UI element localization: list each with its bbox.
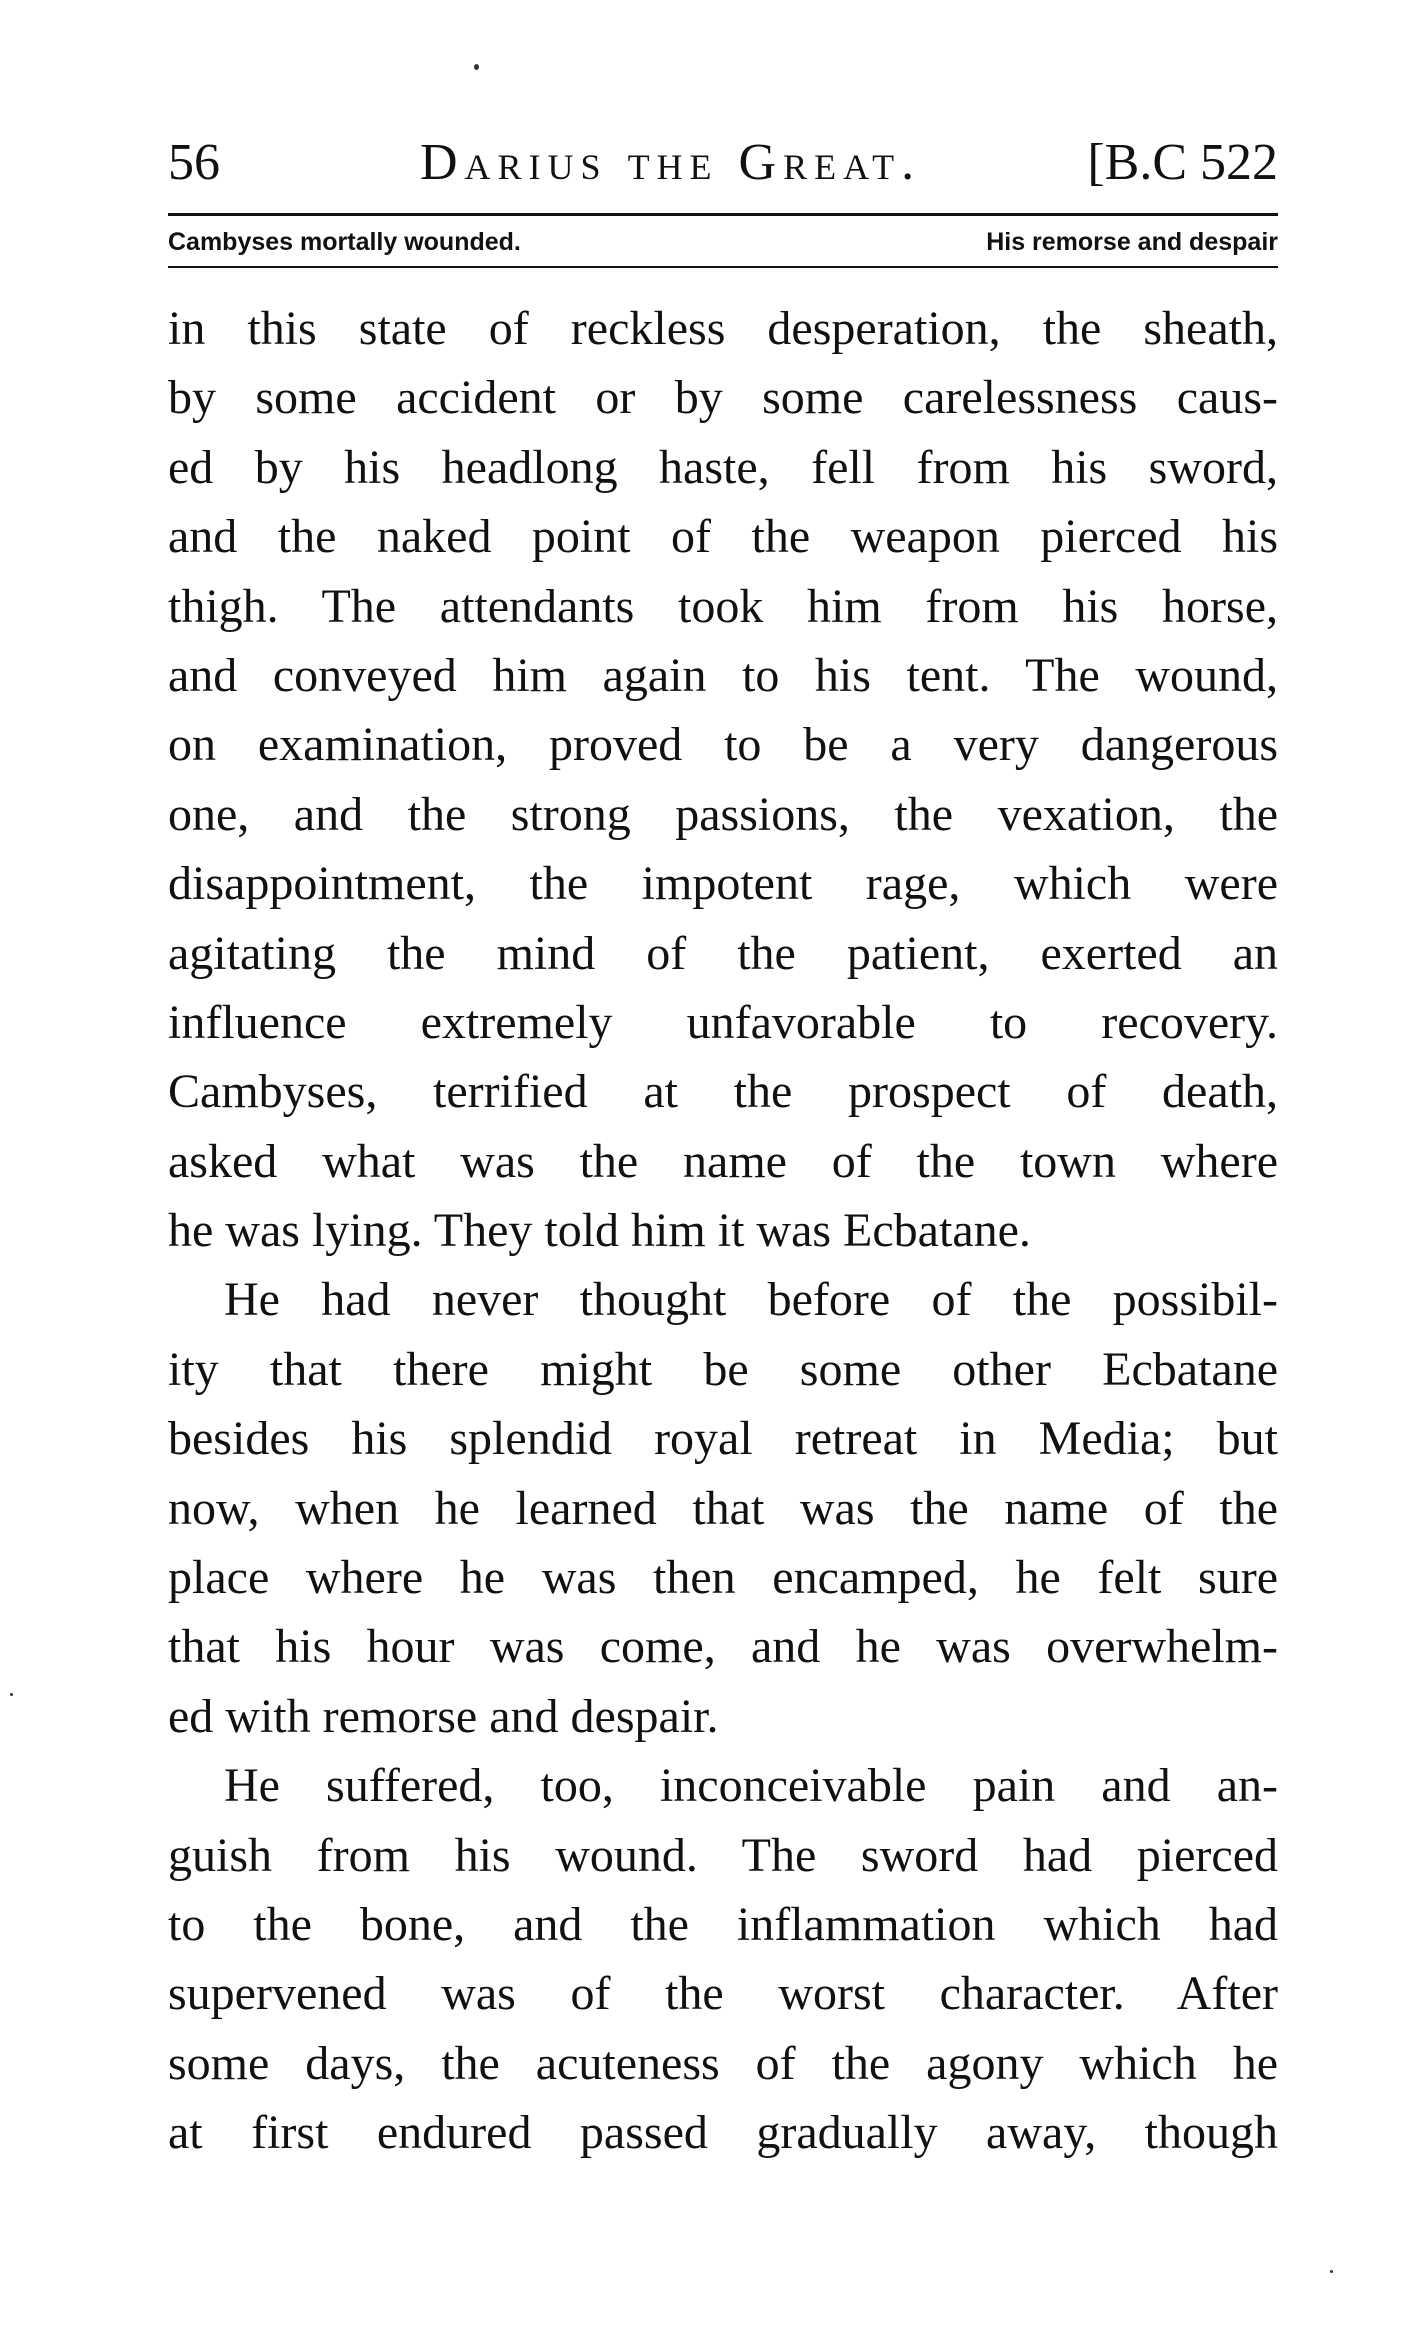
text-line: he was lying. They told him it was Ecbatane. xyxy=(168,1204,1031,1258)
header-rule xyxy=(168,213,1278,216)
text-line: besides his splendid royal retreat in Media; but xyxy=(168,1412,1278,1466)
running-head-right: His remorse and despair xyxy=(986,228,1278,256)
text-line: guish from his wound. The sword had pierced xyxy=(168,1828,1278,1882)
text-line: one, and the strong passions, the vexation, the xyxy=(168,787,1278,841)
text-line: He had never thought before of the possibil- xyxy=(224,1273,1278,1327)
text-line: in this state of reckless desperation, the sheath, xyxy=(168,302,1278,355)
text-line: ity that there might be some other Ecbatane xyxy=(168,1342,1278,1396)
text-line: and conveyed him again to his tent. The wound, xyxy=(168,648,1278,702)
text-line: and the naked point of the weapon pierced his xyxy=(168,510,1278,564)
text-line: by some accident or by some carelessness caus- xyxy=(168,371,1278,425)
ink-speck xyxy=(474,64,479,70)
page-number: 56 xyxy=(168,134,220,191)
text-line: ed by his headlong haste, fell from his sword, xyxy=(168,440,1278,494)
running-head-rule xyxy=(168,266,1278,268)
text-line: that his hour was come, and he was overwhelm- xyxy=(168,1620,1278,1674)
page-header xyxy=(168,128,1278,198)
text-line: disappointment, the impotent rage, which were xyxy=(168,857,1278,911)
running-head xyxy=(168,224,1278,260)
ink-speck xyxy=(1330,2270,1333,2273)
text-line: thigh. The attendants took him from his horse, xyxy=(168,579,1278,633)
body-text xyxy=(168,294,1278,2168)
text-line: place where he was then encamped, he felt sure xyxy=(168,1551,1278,1605)
text-line: He suffered, too, inconceivable pain and an- xyxy=(224,1759,1278,1813)
text-line: on examination, proved to be a very dangerous xyxy=(168,718,1278,772)
text-line: at first endured passed gradually away, though xyxy=(168,2106,1278,2160)
text-line: supervened was of the worst character. After xyxy=(168,1967,1278,2021)
text-line: agitating the mind of the patient, exerted an xyxy=(168,926,1278,980)
book-title: Darius the Great. xyxy=(420,134,922,191)
text-line: ed with remorse and despair. xyxy=(168,1689,719,1743)
text-line: to the bone, and the inflammation which had xyxy=(168,1897,1278,1951)
text-line: asked what was the name of the town where xyxy=(168,1134,1278,1188)
ink-speck xyxy=(10,1693,13,1696)
text-line: now, when he learned that was the name of the xyxy=(168,1481,1278,1535)
text-line: influence extremely unfavorable to recovery. xyxy=(168,995,1278,1049)
text-line: some days, the acuteness of the agony which he xyxy=(168,2036,1278,2090)
era-label: [B.C 522 xyxy=(1087,134,1278,191)
running-head-left: Cambyses mortally wounded. xyxy=(168,228,521,256)
text-line: Cambyses, terrified at the prospect of death, xyxy=(168,1065,1278,1119)
